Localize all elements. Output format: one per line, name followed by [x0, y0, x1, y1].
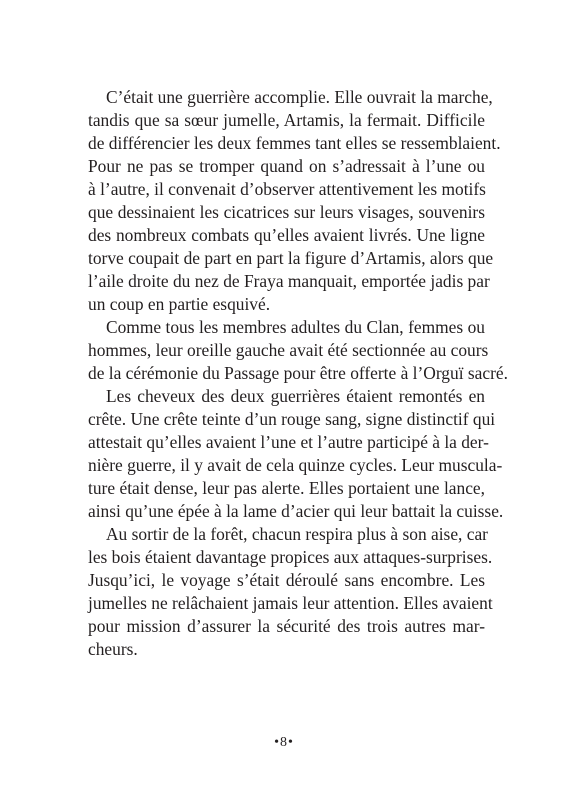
page-number: •8• — [274, 735, 294, 750]
text-line: cheurs. — [88, 639, 138, 659]
text-line: attestait qu’elles avaient l’une et l’autre participé à la der- — [88, 432, 489, 452]
text-line: Au sortir de la forêt, chacun respira plus à son aise, car — [106, 524, 488, 544]
text-line: à l’autre, il convenait d’observer attentivement les motifs — [88, 179, 486, 199]
text-line: Les cheveux des deux guerrières étaient remontés en — [106, 386, 485, 406]
text-line: les bois étaient davantage propices aux attaques-surprises. — [88, 547, 493, 567]
text-line: Pour ne pas se tromper quand on s’adressait à l’une ou — [88, 156, 485, 176]
text-line: des nombreux combats qu’elles avaient livrés. Une ligne — [88, 225, 485, 245]
text-line: ture était dense, leur pas alerte. Elles portaient une lance, — [88, 478, 485, 498]
text-line: pour mission d’assurer la sécurité des trois autres mar- — [88, 616, 485, 636]
text-line: ainsi qu’une épée à la lame d’acier qui leur battait la cuisse. — [88, 501, 504, 521]
text-line: Jusqu’ici, le voyage s’était déroulé sans encombre. Les — [88, 570, 485, 590]
text-line: tandis que sa sœur jumelle, Artamis, la fermait. Difficile — [88, 110, 485, 130]
text-line: hommes, leur oreille gauche avait été sectionnée au cours — [88, 340, 489, 360]
text-line: nière guerre, il y avait de cela quinze cycles. Leur muscula- — [88, 455, 503, 475]
text-line: torve coupait de part en part la figure d’Artamis, alors que — [88, 248, 494, 268]
text-line: l’aile droite du nez de Fraya manquait, emportée jadis par — [88, 271, 490, 291]
text-line: que dessinaient les cicatrices sur leurs visages, souvenirs — [88, 202, 485, 222]
text-line: C’était une guerrière accomplie. Elle ouvrait la marche, — [106, 87, 493, 107]
text-line: jumelles ne relâchaient jamais leur attention. Elles avaient — [88, 593, 493, 613]
text-line: de différencier les deux femmes tant elles se ressemblaient. — [88, 133, 501, 153]
body-text — [88, 86, 508, 661]
text-line: un coup en partie esquivé. — [88, 294, 271, 314]
text-line: Comme tous les membres adultes du Clan, femmes ou — [106, 317, 485, 337]
text-line: crête. Une crête teinte d’un rouge sang, signe distinctif qui — [88, 409, 496, 429]
text-line: de la cérémonie du Passage pour être offerte à l’Orguï sacré. — [88, 363, 508, 383]
